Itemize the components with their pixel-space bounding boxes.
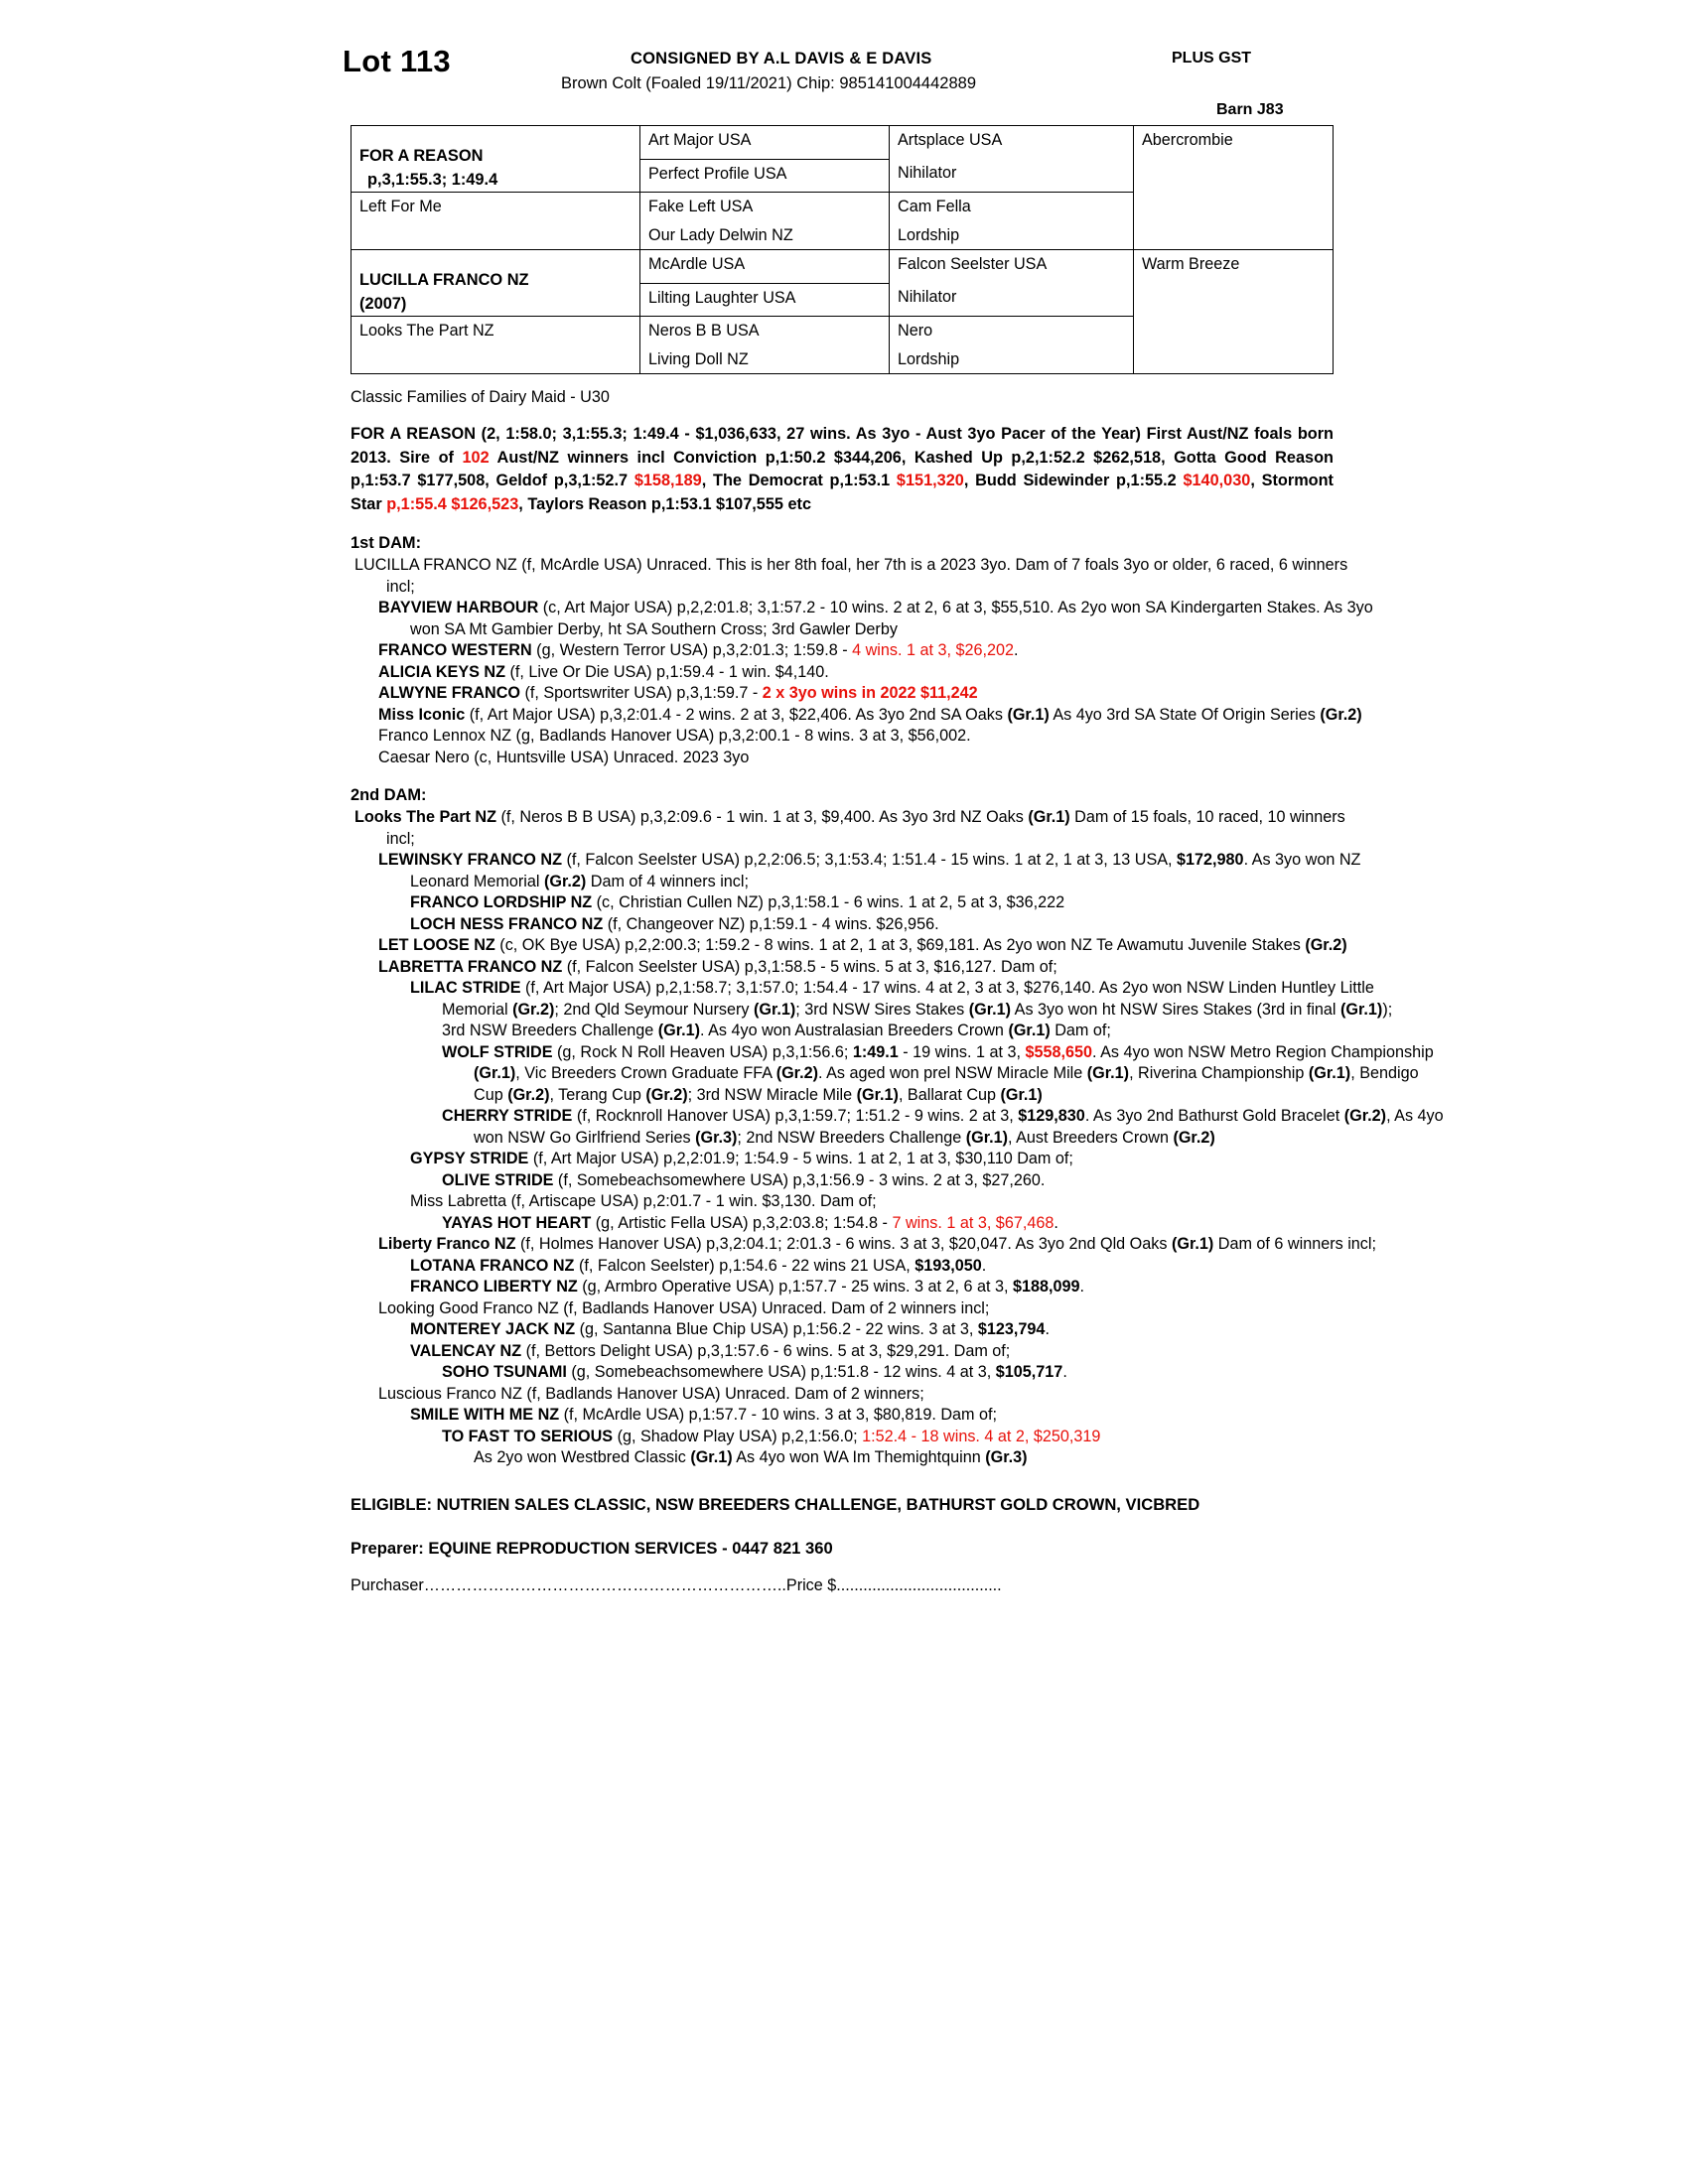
lot-number: Lot 113	[343, 44, 451, 78]
page-header	[343, 40, 1360, 125]
progeny-entry: Looking Good Franco NZ (f, Badlands Hanover USA) Unraced. Dam of 2 winners incl;	[378, 1298, 990, 1317]
first-dam-heading: 1st DAM:	[351, 534, 422, 552]
ggp-4: Lordship	[898, 225, 960, 244]
plus-gst-label: PLUS GST	[1172, 50, 1252, 67]
gp-7: Neros B B USA	[648, 322, 760, 340]
progeny-entry: Caesar Nero (c, Huntsville USA) Unraced. 2023 3yo	[378, 748, 750, 766]
progeny-entry: BAYVIEW HARBOUR (c, Art Major USA) p,2,2:01.8; 3,1:57.2 - 10 wins. 2 at 2, 6 at 3, $55,510. As 2yo won SA Kindergarten Stakes. As 3yo won SA Mt Gambier Derby, ht SA Southern Cross; 3rd Gawler Derby	[378, 599, 1373, 638]
progeny-entry: WOLF STRIDE (g, Rock N Roll Heaven USA) p,3,1:56.6; 1:49.1 - 19 wins. 1 at 3, $558,650. As 4yo won NSW Metro Region Championship (Gr.1), Vic Breeders Crown Graduate FFA (Gr.2). As aged won prel NSW Miracle Mile (Gr.1), Riverina Championship (Gr.1), Bendigo Cup (Gr.2), Terang Cup (Gr.2); 3rd NSW Miracle Mile (Gr.1), Ballarat Cup (Gr.1)	[442, 1042, 1434, 1104]
progeny-entry: Miss Iconic (f, Art Major USA) p,3,2:01.4 - 2 wins. 2 at 3, $22,406. As 3yo 2nd SA Oaks (Gr.1) As 4yo 3rd SA State Of Origin Series (Gr.2)	[378, 705, 1362, 724]
gp-1: Artsplace USA	[898, 131, 1003, 149]
dam-dam: Looks The Part NZ	[359, 322, 494, 340]
progeny-entry: FRANCO WESTERN (g, Western Terror USA) p,3,2:01.3; 1:59.8 - 4 wins. 1 at 3, $26,202.	[378, 641, 1019, 659]
ggp-2: Nihilator	[898, 164, 957, 182]
preparer-line: Preparer: EQUINE REPRODUCTION SERVICES - 0447 821 360	[351, 1538, 833, 1558]
progeny-entry: LOTANA FRANCO NZ (f, Falcon Seelster) p,1:54.6 - 22 wins 21 USA, $193,050.	[410, 1256, 987, 1275]
gp-6: Lilting Laughter USA	[648, 288, 796, 307]
progeny-entry: Liberty Franco NZ (f, Holmes Hanover USA) p,3,2:04.1; 2:01.3 - 6 wins. 3 at 3, $20,047. As 3yo 2nd Qld Oaks (Gr.1) Dam of 6 winners incl;	[378, 1235, 1376, 1253]
progeny-entry: Miss Labretta (f, Artiscape USA) p,2:01.7 - 1 win. $3,130. Dam of;	[410, 1192, 877, 1210]
progeny-entry: LET LOOSE NZ (c, OK Bye USA) p,2,2:00.3; 1:59.2 - 8 wins. 1 at 2, 1 at 3, $69,181. As 2yo won NZ Te Awamutu Juvenile Stakes (Gr.2)	[378, 936, 1347, 954]
progeny-entry: SMILE WITH ME NZ (f, McArdle USA) p,1:57.7 - 10 wins. 3 at 3, $80,819. Dam of;	[410, 1406, 998, 1424]
progeny-entry: LEWINSKY FRANCO NZ (f, Falcon Seelster USA) p,2,2:06.5; 3,1:53.4; 1:51.4 - 15 wins. 1 at 2, 1 at 3, 13 USA, $172,980. As 3yo won NZ Leonard Memorial (Gr.2) Dam of 4 winners incl;	[378, 851, 1361, 890]
progeny-entry: YAYAS HOT HEART (g, Artistic Fella USA) p,3,2:03.8; 1:54.8 - 7 wins. 1 at 3, $67,468.	[442, 1213, 1058, 1232]
dam-sire: McArdle USA	[648, 255, 746, 273]
classic-families-line: Classic Families of Dairy Maid - U30	[351, 388, 610, 406]
gp-4: Our Lady Delwin NZ	[648, 225, 793, 244]
ggp-8: Lordship	[898, 349, 960, 368]
sire-dam: Left For Me	[359, 198, 442, 215]
progeny-entry: ALWYNE FRANCO (f, Sportswriter USA) p,3,1:59.7 - 2 x 3yo wins in 2022 $11,242	[378, 684, 978, 702]
dam-entry: LUCILLA FRANCO NZ (f, McArdle USA) Unraced. This is her 8th foal, her 7th is a 2023 3yo. Dam of 7 foals 3yo or older, 6 raced, 6 winners incl;	[354, 556, 1348, 596]
progeny-entry: LOCH NESS FRANCO NZ (f, Changeover NZ) p,1:59.1 - 4 wins. $26,956.	[410, 914, 939, 933]
sire-summary-paragraph: FOR A REASON (2, 1:58.0; 3,1:55.3; 1:49.4 - $1,036,633, 27 wins. As 3yo - Aust 3yo Pacer of the Year) First Aust/NZ foals born 2013. Sire of 102 Aust/NZ winners incl Conviction p,1:50.2 $344,206, Kashed Up p,2,1:52.2 $262,518, Gotta Good Reason p,1:53.7 $177,508, Geldof p,3,1:52.7 $158,189, The Democrat p,1:53.1 $151,320, Budd Sidewinder p,1:55.2 $140,030, Stormont Star p,1:55.4 $126,523, Taylors Reason p,1:53.1 $107,555 etc	[351, 425, 1334, 513]
gp-8: Living Doll NZ	[648, 349, 749, 368]
gp-5: Falcon Seelster USA	[898, 255, 1048, 273]
progeny-entry: VALENCAY NZ (f, Bettors Delight USA) p,3,1:57.6 - 6 wins. 5 at 3, $29,291. Dam of;	[410, 1341, 1011, 1360]
progeny-entry-cont: As 2yo won Westbred Classic (Gr.1) As 4yo won WA Im Themightquinn (Gr.3)	[474, 1448, 1028, 1466]
sire-sire: Art Major USA	[648, 131, 752, 149]
second-dam-heading: 2nd DAM:	[351, 786, 427, 804]
dam-year: (2007)	[359, 295, 407, 313]
progeny-entry: OLIVE STRIDE (f, Somebeachsomewhere USA) p,3,1:56.9 - 3 wins. 2 at 3, $27,260.	[442, 1170, 1046, 1189]
second-dam-entry: Looks The Part NZ (f, Neros B B USA) p,3,2:09.6 - 1 win. 1 at 3, $9,400. As 3yo 3rd NZ Oaks (Gr.1) Dam of 15 foals, 10 raced, 10 winners incl;	[354, 808, 1345, 848]
ggp-3: Cam Fella	[898, 198, 971, 215]
ggp-6: Nihilator	[898, 288, 957, 306]
sire-record: p,3,1:55.3; 1:49.4	[367, 171, 498, 189]
progeny-entry: MONTEREY JACK NZ (g, Santanna Blue Chip USA) p,1:56.2 - 22 wins. 3 at 3, $123,794.	[410, 1320, 1050, 1338]
ggp-5: Warm Breeze	[1142, 255, 1240, 273]
progeny-entry: GYPSY STRIDE (f, Art Major USA) p,2,2:01.9; 1:54.9 - 5 wins. 1 at 2, 1 at 3, $30,110 Dam of;	[410, 1150, 1073, 1167]
gp-2: Perfect Profile USA	[648, 164, 787, 183]
progeny-entry: CHERRY STRIDE (f, Rocknroll Hanover USA) p,3,1:59.7; 1:51.2 - 9 wins. 2 at 3, $129,830. As 3yo 2nd Bathurst Gold Bracelet (Gr.2), As 4yo won NSW Go Girlfriend Series (Gr.3); 2nd NSW Breeders Challenge (Gr.1), Aust Breeders Crown (Gr.2)	[442, 1107, 1444, 1147]
progeny-entry: ALICIA KEYS NZ (f, Live Or Die USA) p,1:59.4 - 1 win. $4,140.	[378, 662, 829, 681]
purchaser-line: Purchaser…………………………………………………………..Price $.....................................	[351, 1575, 1002, 1594]
progeny-entry: FRANCO LIBERTY NZ (g, Armbro Operative USA) p,1:57.7 - 25 wins. 3 at 2, 6 at 3, $188,099.	[410, 1278, 1084, 1296]
progeny-entry: FRANCO LORDSHIP NZ (c, Christian Cullen NZ) p,3,1:58.1 - 6 wins. 1 at 2, 5 at 3, $36,222	[410, 893, 1065, 911]
progeny-entry: SOHO TSUNAMI (g, Somebeachsomewhere USA) p,1:51.8 - 12 wins. 4 at 3, $105,717.	[442, 1363, 1067, 1381]
pedigree-table	[351, 125, 1334, 374]
progeny-entry: Luscious Franco NZ (f, Badlands Hanover USA) Unraced. Dam of 2 winners;	[378, 1384, 924, 1403]
sire-name: FOR A REASON	[359, 147, 484, 165]
dam-name: LUCILLA FRANCO NZ	[359, 271, 529, 289]
foaling-details: Brown Colt (Foaled 19/11/2021) Chip: 985141004442889	[561, 74, 976, 92]
eligible-line: ELIGIBLE: NUTRIEN SALES CLASSIC, NSW BREEDERS CHALLENGE, BATHURST GOLD CROWN, VICBRED	[351, 1494, 1200, 1514]
gp-3: Fake Left USA	[648, 198, 754, 215]
progeny-entry: LILAC STRIDE (f, Art Major USA) p,2,1:58.7; 3,1:57.0; 1:54.4 - 17 wins. 4 at 2, 3 at 3, $276,140. As 2yo won NSW Linden Huntley Little Memorial (Gr.2); 2nd Qld Seymour Nursery (Gr.1); 3rd NSW Sires Stakes (Gr.1) As 3yo won ht NSW Sires Stakes (3rd in final (Gr.1)); 3rd NSW Breeders Challenge (Gr.1). As 4yo won Australasian Breeders Crown (Gr.1) Dam of;	[410, 979, 1393, 1039]
barn-label: Barn J83	[1216, 101, 1284, 118]
progeny-entry: LABRETTA FRANCO NZ (f, Falcon Seelster USA) p,3,1:58.5 - 5 wins. 5 at 3, $16,127. Dam of;	[378, 957, 1057, 976]
ggp-7: Nero	[898, 322, 933, 340]
progeny-entry: TO FAST TO SERIOUS (g, Shadow Play USA) p,2,1:56.0; 1:52.4 - 18 wins. 4 at 2, $250,319	[442, 1427, 1101, 1445]
consignor-line: CONSIGNED BY A.L DAVIS & E DAVIS	[631, 50, 932, 68]
ggp-1: Abercrombie	[1142, 131, 1233, 149]
progeny-entry: Franco Lennox NZ (g, Badlands Hanover USA) p,3,2:00.1 - 8 wins. 3 at 3, $56,002.	[378, 727, 971, 745]
